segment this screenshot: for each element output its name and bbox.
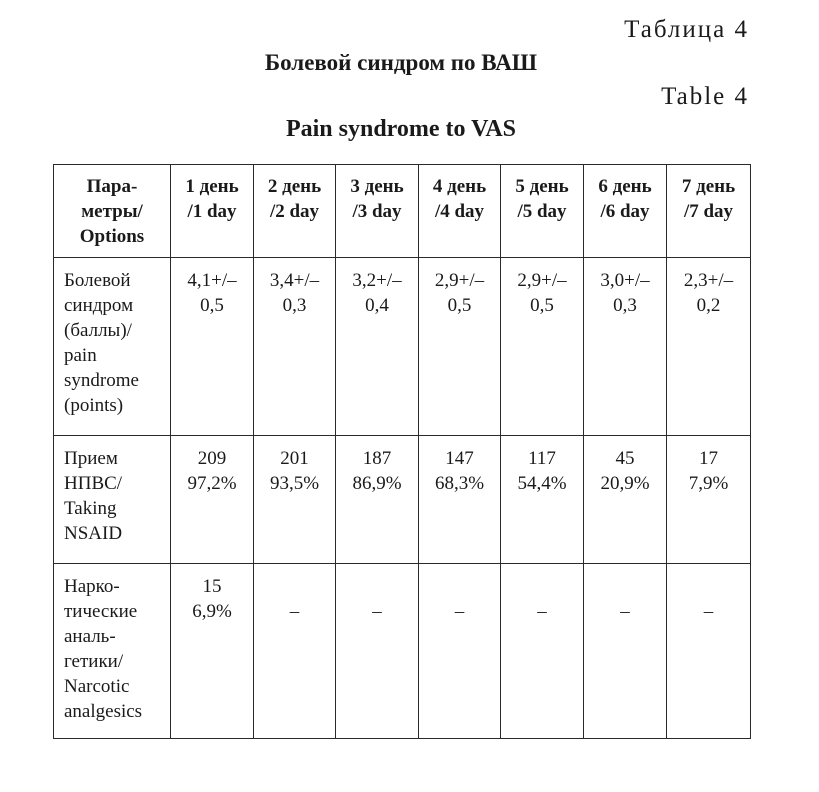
header-day-5: 5 день /5 day	[501, 165, 584, 258]
table-cell: 201 93,5%	[254, 436, 336, 564]
table-cell: 2,9+/– 0,5	[419, 258, 501, 436]
table-cell: –	[584, 564, 667, 739]
table-cell: 45 20,9%	[584, 436, 667, 564]
table-cell: –	[667, 564, 751, 739]
table-cell: 117 54,4%	[501, 436, 584, 564]
table-cell: 2,3+/– 0,2	[667, 258, 751, 436]
table-cell: 3,0+/– 0,3	[584, 258, 667, 436]
table-cell: 17 7,9%	[667, 436, 751, 564]
header-day-3: 3 день /3 day	[336, 165, 419, 258]
row-label: Нарко- тические аналь- гетики/ Narcotic analgesics	[54, 564, 171, 739]
table-cell: 15 6,9%	[171, 564, 254, 739]
table-cell: 2,9+/– 0,5	[501, 258, 584, 436]
table-title-ru: Болевой синдром по ВАШ	[264, 50, 538, 75]
table-cell: –	[254, 564, 336, 739]
header-day-7: 7 день /7 day	[667, 165, 751, 258]
table-cell: 4,1+/– 0,5	[171, 258, 254, 436]
header-day-1: 1 день /1 day	[171, 165, 254, 258]
header-day-4: 4 день /4 day	[419, 165, 501, 258]
header-day-6: 6 день /6 day	[584, 165, 667, 258]
row-label: Болевой синдром (баллы)/ pain syndrome (points)	[54, 258, 171, 436]
table-cell: 3,2+/– 0,4	[336, 258, 419, 436]
pain-syndrome-table	[53, 164, 751, 739]
table-cell: –	[336, 564, 419, 739]
table-cell: 209 97,2%	[171, 436, 254, 564]
header-row	[54, 165, 751, 258]
table-row-narcotic	[54, 564, 751, 739]
table-row-pain-score	[54, 258, 751, 436]
table-row-nsaid	[54, 436, 751, 564]
row-label: Прием НПВС/ Taking NSAID	[54, 436, 171, 564]
header-param: Пара- метры/ Options	[54, 165, 171, 258]
table-cell: 187 86,9%	[336, 436, 419, 564]
table-title-en: Pain syndrome to VAS	[285, 116, 517, 142]
table-cell: 3,4+/– 0,3	[254, 258, 336, 436]
table-label-en: Table 4	[661, 83, 749, 110]
table-cell: –	[419, 564, 501, 739]
header-day-2: 2 день /2 day	[254, 165, 336, 258]
table-cell: –	[501, 564, 584, 739]
table-label-ru: Таблица 4	[624, 16, 749, 43]
table-cell: 147 68,3%	[419, 436, 501, 564]
